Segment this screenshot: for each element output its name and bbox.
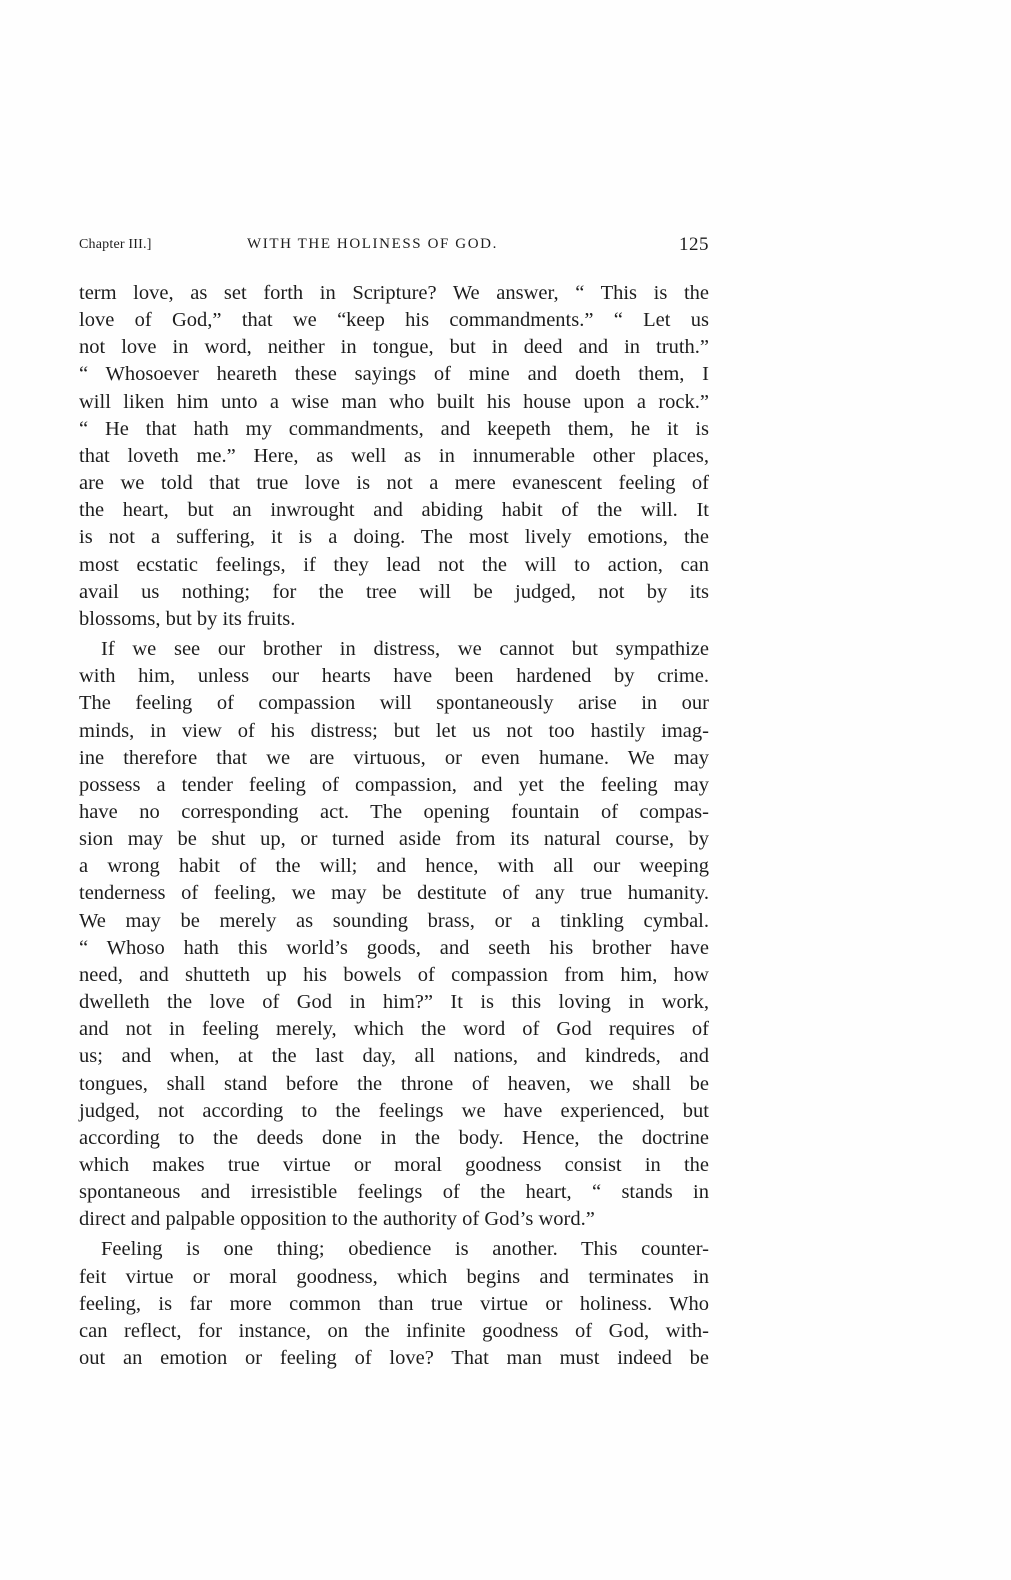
text-line: feeling, is far more common than true virtue or holiness. Who [79, 1292, 709, 1315]
text-line: have no corresponding act. The opening fountain of compas- [79, 800, 709, 823]
paragraph [79, 636, 709, 1233]
running-head [79, 233, 709, 259]
text-line: direct and palpable opposition to the authority of God’s word.” [79, 1208, 595, 1231]
chapter-label: Chapter III.] [79, 237, 152, 252]
paragraph [79, 280, 709, 633]
text-line: Feeling is one thing; obedience is another. This counter- [101, 1238, 709, 1261]
text-line: sion may be shut up, or turned aside from its natural course, by [79, 828, 709, 851]
text-line: “ Whosoever heareth these sayings of mine and doeth them, I [79, 363, 709, 386]
text-line: feit virtue or moral goodness, which begins and terminates in [79, 1265, 709, 1288]
text-line: The feeling of compassion will spontaneously arise in our [79, 692, 709, 715]
text-line: us; and when, at the last day, all nations, and kindreds, and [79, 1045, 709, 1068]
text-line: term love, as set forth in Scripture? We answer, “ This is the [79, 282, 709, 304]
text-line: minds, in view of his distress; but let us not too hastily imag- [79, 719, 709, 742]
page-number: 125 [679, 234, 709, 255]
text-line: spontaneous and irresistible feelings of the heart, “ stands in [79, 1181, 709, 1204]
text-line: a wrong habit of the will; and hence, with all our weeping [79, 855, 709, 878]
text-line: tongues, shall stand before the throne of heaven, we shall be [79, 1072, 709, 1095]
text-line: need, and shutteth up his bowels of compassion from him, how [79, 963, 709, 986]
text-line: “ Whoso hath this world’s goods, and seeth his brother have [79, 936, 709, 959]
text-line: avail us nothing; for the tree will be judged, not by its [79, 580, 709, 603]
text-line: the heart, but an inwrought and abiding habit of the will. It [79, 499, 709, 522]
text-line: possess a tender feeling of compassion, and yet the feeling may [79, 773, 709, 796]
text-line: ine therefore that we are virtuous, or even humane. We may [79, 746, 709, 769]
text-line: dwelleth the love of God in him?” It is this loving in work, [79, 991, 709, 1014]
text-line: We may be merely as sounding brass, or a tinkling cymbal. [79, 909, 709, 932]
text-line: If we see our brother in distress, we cannot but sympathize [101, 638, 709, 661]
text-line: which makes true virtue or moral goodness consist in the [79, 1154, 709, 1176]
text-line: are we told that true love is not a mere evanescent feeling of [79, 472, 709, 495]
text-line: blossoms, but by its fruits. [79, 607, 296, 630]
text-line: according to the deeds done in the body. Hence, the doctrine [79, 1126, 709, 1149]
text-line: can reflect, for instance, on the infinite goodness of God, with- [79, 1319, 709, 1342]
text-line: is not a suffering, it is a doing. The most lively emotions, the [79, 526, 709, 549]
text-line: out an emotion or feeling of love? That man must indeed be [79, 1347, 709, 1370]
text-line: and not in feeling merely, which the word of God requires of [79, 1018, 709, 1041]
paragraph [79, 1236, 709, 1372]
running-title: WITH THE HOLINESS OF GOD. [247, 236, 498, 252]
text-line: tenderness of feeling, we may be destitute of any true humanity. [79, 882, 709, 905]
body-text [79, 280, 709, 1375]
text-line: “ He that hath my commandments, and keepeth them, he it is [79, 417, 709, 440]
text-line: will liken him unto a wise man who built his house upon a rock.” [79, 390, 709, 413]
text-line: love of God,” that we “keep his commandments.” “ Let us [79, 309, 709, 332]
text-line: that loveth me.” Here, as well as in innumerable other places, [79, 444, 709, 467]
text-line: not love in word, neither in tongue, but in deed and in truth.” [79, 336, 709, 359]
text-line: judged, not according to the feelings we have experienced, but [79, 1099, 709, 1122]
text-line: most ecstatic feelings, if they lead not the will to action, can [79, 553, 709, 576]
text-line: with him, unless our hearts have been hardened by crime. [79, 665, 709, 688]
